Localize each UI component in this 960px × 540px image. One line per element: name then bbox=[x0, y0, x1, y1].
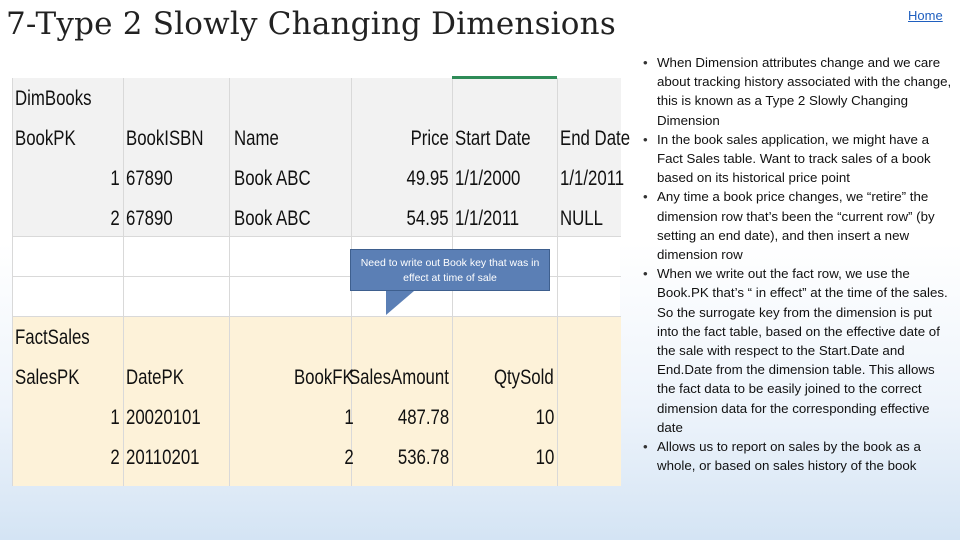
dim-cell: 49.95 bbox=[406, 167, 449, 190]
fact-col-header: DatePK bbox=[126, 366, 184, 389]
bullet-item: • In the book sales application, we might have a Fact Sales table. Want to track sales of a book based on its historical price point bbox=[643, 130, 955, 188]
dim-cell: 1/1/2000 bbox=[455, 167, 521, 190]
dim-col-header: Start Date bbox=[455, 127, 531, 150]
fact-col-header: SalesPK bbox=[15, 366, 80, 389]
grid-line bbox=[557, 78, 558, 486]
dim-col-header: End Date bbox=[560, 127, 631, 150]
fact-cell: 10 bbox=[535, 406, 554, 429]
dim-table-name: DimBooks bbox=[15, 87, 92, 110]
fact-cell: 1 bbox=[110, 406, 120, 429]
callout-note: Need to write out Book key that was in effect at time of sale bbox=[350, 249, 550, 291]
fact-cell: 2 bbox=[344, 446, 354, 469]
dim-col-header: BookPK bbox=[15, 127, 76, 150]
dim-cell: 1/1/2011 bbox=[455, 207, 520, 230]
home-link[interactable]: Home bbox=[908, 8, 943, 23]
fact-cell: 487.78 bbox=[397, 406, 449, 429]
dim-cell: 54.95 bbox=[406, 207, 449, 230]
dim-col-header: Price bbox=[410, 127, 449, 150]
selected-column-marker bbox=[452, 76, 557, 79]
grid-line bbox=[229, 78, 230, 486]
dim-cell: 1/1/2011 bbox=[560, 167, 625, 190]
bullet-item: • When we write out the fact row, we use the Book.PK that’s “ in effect” at the time of the sales. So the surrogate key from the dimension is put into the fact table, based on the effective date of the sale with respect to the Start.Date and End.Date from the dimension table. This allows the fact data to be easily joined to the correct dimension data for the corresponding effective date bbox=[643, 264, 955, 437]
slide-title: 7-Type 2 Slowly Changing Dimensions bbox=[6, 6, 616, 42]
grid-line bbox=[13, 316, 621, 317]
fact-cell: 20020101 bbox=[126, 406, 201, 429]
fact-table-name: FactSales bbox=[15, 326, 90, 349]
fact-cell: 10 bbox=[535, 446, 554, 469]
fact-cell: 20110201 bbox=[126, 446, 200, 469]
dim-cell: 67890 bbox=[126, 167, 173, 190]
fact-col-header: SalesAmount bbox=[349, 366, 449, 389]
grid-line bbox=[13, 236, 621, 237]
dim-table-band bbox=[13, 78, 621, 236]
dim-cell: Book ABC bbox=[234, 167, 311, 190]
grid-line bbox=[123, 78, 124, 486]
dim-cell: 67890 bbox=[126, 207, 173, 230]
dim-cell: NULL bbox=[560, 207, 603, 230]
fact-cell: 2 bbox=[110, 446, 120, 469]
fact-cell: 1 bbox=[344, 406, 354, 429]
fact-table-band bbox=[13, 316, 621, 486]
dim-cell: Book ABC bbox=[234, 207, 311, 230]
bullet-item: • Allows us to report on sales by the book as a whole, or based on sales history of the book bbox=[643, 437, 955, 475]
dim-col-header: BookISBN bbox=[126, 127, 204, 150]
callout-pointer bbox=[386, 291, 414, 315]
bullet-item: • Any time a book price changes, we “retire” the dimension row that’s been the “current row” (by setting an end date), and then insert a new dimension row bbox=[643, 187, 955, 264]
bullet-list bbox=[643, 53, 955, 475]
bullet-item: • When Dimension attributes change and we care about tracking history associated with the change, this is known as a Type 2 Slowly Changing Dimension bbox=[643, 53, 955, 130]
dim-col-header: Name bbox=[234, 127, 279, 150]
dim-cell: 2 bbox=[110, 207, 120, 230]
fact-col-header: BookFK bbox=[294, 366, 354, 389]
fact-col-header: QtySold bbox=[494, 366, 554, 389]
fact-cell: 536.78 bbox=[397, 446, 449, 469]
dim-cell: 1 bbox=[110, 167, 120, 190]
